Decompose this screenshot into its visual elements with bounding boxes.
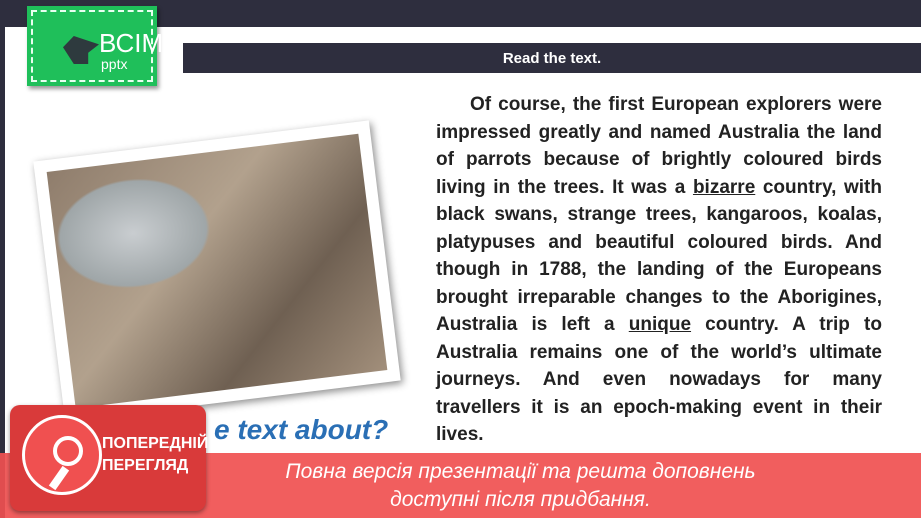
text-part: country. A trip to Australia remains one of the world’s ultimate journeys. And even nowadays for many travellers it is an epoch-making event in their lives. (436, 314, 882, 445)
photo-image (47, 134, 388, 408)
preview-badge[interactable] (10, 405, 209, 511)
logo-subtext: pptx (101, 56, 128, 72)
underlined-word: unique (628, 314, 692, 335)
reading-text (436, 91, 882, 449)
logo-text: ВСІМ (99, 28, 164, 58)
text-part: Of course, the first European explorers were impressed greatly and named Australia the land of parrots because of brightly coloured birds living in the trees. It was a (436, 94, 882, 198)
text-part: country, with black swans, strange trees, kangaroos, koalas, platypuses and beautiful coloured birds. And though in 1788, the landing of the Europeans brought irreparable changes to the Aborigines, Australia is left a (436, 176, 882, 335)
banner-line1: Повна версія презентації та решта доповнень (285, 460, 756, 483)
banner-line2: доступні після придбання. (390, 488, 651, 511)
question: e text about? (214, 414, 389, 445)
logo (27, 6, 164, 86)
badge-line2: ПЕРЕГЛЯД (102, 457, 189, 474)
header-bar (183, 43, 921, 73)
badge-line1: ПОПЕРЕДНІЙ (102, 435, 209, 452)
underlined-word: bizarre (692, 176, 756, 198)
magnifier-icon (22, 415, 102, 495)
header-title: Read the text. (502, 49, 602, 67)
photo (33, 120, 400, 421)
